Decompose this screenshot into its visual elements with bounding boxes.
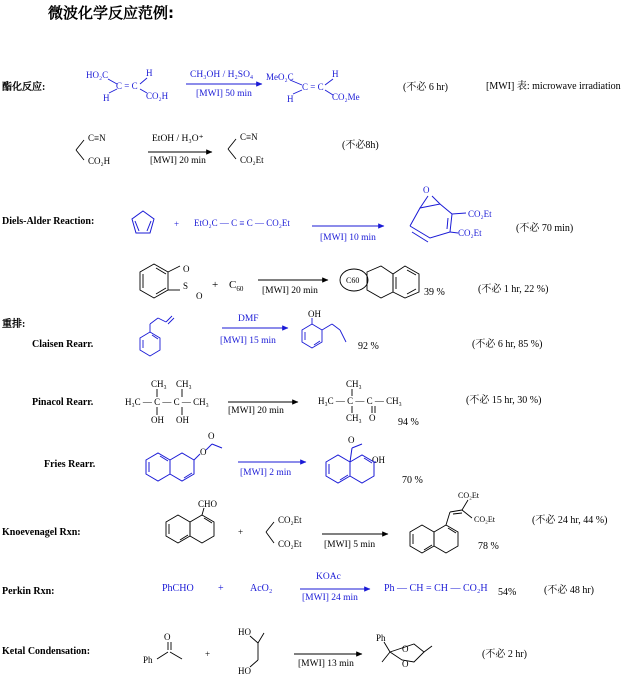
r5-sm-db <box>152 335 158 339</box>
r5-p-bond <box>340 330 346 342</box>
r6-p-ch3-top: CH₃ <box>346 379 362 389</box>
r1-bond <box>140 78 147 84</box>
r7-sm-ring1 <box>146 453 170 481</box>
r7-p-ring1 <box>326 455 350 483</box>
section-fries: Fries Rearr. <box>44 459 96 470</box>
r2-bond <box>76 140 84 150</box>
r3-p-bridge-o: O <box>423 185 430 195</box>
r6-sm-oh2: OH <box>176 415 189 425</box>
r1-p-top-right: H <box>332 69 339 79</box>
r2-note: (不必8h) <box>342 140 379 151</box>
r8-sm-ester2: CO₂Et <box>278 539 302 549</box>
r1-p-bot-left: H <box>287 94 294 104</box>
r10-p-ph: Ph <box>376 633 386 643</box>
r7-cond-bot: [MWI] 2 min <box>240 468 292 478</box>
r3-product-bridge <box>432 196 440 204</box>
r1-cond-top: CH₃OH / H₂SO₄ <box>190 70 254 80</box>
r8-sm-bond <box>266 532 274 543</box>
r1-bond <box>325 79 333 85</box>
r10-p-bond <box>384 642 390 652</box>
r3-plus: + <box>174 219 180 229</box>
r10-note: (不必 2 hr) <box>482 649 527 660</box>
r6-note: (不必 15 hr, 30 %) <box>466 395 542 406</box>
r6-p-o: O <box>369 413 376 423</box>
r8-sm-ester1: CO₂Et <box>278 515 302 525</box>
mwi-legend: [MWI] 表: microwave irradiation <box>486 81 621 92</box>
r8-p-bond <box>450 510 462 512</box>
r7-sm-ring2 <box>170 453 194 481</box>
r6-sm-ch3-top2: CH₃ <box>176 379 192 389</box>
r8-sm-bond <box>266 522 274 532</box>
r6-p-ch3-bot: CH₃ <box>346 413 362 423</box>
section-esterification: 酯化反应: <box>2 82 46 93</box>
r5-sm-bond <box>150 318 158 324</box>
r2-p-ester: CO₂Et <box>240 155 264 165</box>
r3-product-db <box>447 218 448 229</box>
r7-p-bond <box>352 444 362 448</box>
r9-yield: 54% <box>498 587 517 598</box>
r8-p-ester2: CO₂Et <box>474 515 496 524</box>
r10-p-ring <box>390 644 424 662</box>
r2-sm-acid: CO₂H <box>88 156 111 166</box>
r2-bond <box>228 139 236 149</box>
r8-sm-ring2 <box>190 515 214 543</box>
r8-sm-cho: CHO <box>198 499 218 509</box>
r6-sm-ch3-top1: CH₃ <box>151 379 167 389</box>
section-ketal: Ketal Condensation: <box>2 646 91 657</box>
r9-sm1: PhCHO <box>162 583 194 594</box>
r3-alkyne: EtO₂C — C ≡ C — CO₂Et <box>194 218 290 228</box>
r10-sm-bond <box>170 652 182 659</box>
r3-cond-bot: [MWI] 10 min <box>320 233 376 243</box>
r3-product-ring <box>410 204 452 238</box>
r2-p-nitrile: C≡N <box>240 132 258 142</box>
r4-p-db <box>407 270 416 275</box>
r8-plus: + <box>238 527 244 537</box>
r4-plus: + <box>212 279 219 291</box>
r8-sm-ring1 <box>166 515 190 543</box>
r3-p-ester1: CO₂Et <box>468 209 492 219</box>
r6-cond-bot: [MWI] 20 min <box>228 406 284 416</box>
r1-bond <box>109 89 117 93</box>
r2-cond-top: EtOH / H₃O⁺ <box>152 134 204 144</box>
r4-p-c60: C60 <box>346 276 360 285</box>
r5-p-oh: OH <box>308 309 321 319</box>
r8-sm-bond <box>202 508 204 515</box>
r10-plus: + <box>205 649 211 659</box>
page-title: 微波化学反应范例: <box>48 4 174 22</box>
r2-bond <box>76 150 84 160</box>
r4-p-ring1 <box>367 266 393 298</box>
r5-p-bond <box>322 324 332 330</box>
r2-cond-bot: [MWI] 20 min <box>150 156 206 166</box>
section-claisen: Claisen Rearr. <box>32 339 94 350</box>
r10-p-bond <box>424 646 432 652</box>
r1-bond <box>290 80 302 85</box>
r1-bond <box>325 90 333 95</box>
r8-cond-bot: [MWI] 5 min <box>324 540 376 550</box>
r4-p-db <box>407 289 416 294</box>
r1-p-bot-right: CO₂Me <box>332 92 360 102</box>
section-knoevenagel: Knoevenagel Rxn: <box>2 527 81 538</box>
r2-bond <box>228 149 236 159</box>
r3-product-bond <box>450 232 458 233</box>
r10-p-bond <box>382 652 390 662</box>
r4-p-ring2 <box>393 266 419 298</box>
r4-c60: $C_{60}$ <box>229 279 244 294</box>
r9-cond-top: KOAc <box>316 572 341 582</box>
r1-p-top-left: MeO₂C <box>266 72 294 82</box>
r8-note: (不必 24 hr, 44 %) <box>532 515 608 526</box>
r1-sm-bot-right: CO₂H <box>146 91 169 101</box>
r7-sm-bond <box>194 454 200 460</box>
r7-sm-o: O <box>200 447 207 457</box>
r10-sm-bond <box>258 633 264 643</box>
r5-p-bond <box>332 324 340 330</box>
r3-furan-db <box>135 221 139 231</box>
r9-plus: + <box>218 583 224 594</box>
r10-sm-ho1: HO <box>238 627 251 637</box>
r7-p-ring2 <box>350 455 374 483</box>
r5-sm-bond <box>158 318 166 322</box>
r1-bond <box>293 90 302 94</box>
r1-bond <box>108 79 117 84</box>
r7-p-bond <box>350 448 352 462</box>
r3-p-ester2: CO₂Et <box>458 228 482 238</box>
r3-note: (不必 70 min) <box>516 223 574 234</box>
r4-sm-o2: O <box>196 291 203 301</box>
r1-bond <box>140 89 147 93</box>
r8-p-bond <box>446 512 450 525</box>
r4-benzene <box>140 264 168 298</box>
r4-sm-s: S <box>183 281 189 291</box>
section-diels-alder: Diels-Alder Reaction: <box>2 216 95 227</box>
r8-p-ring1 <box>410 525 434 553</box>
r7-yield: 70 % <box>402 475 423 486</box>
r10-p-o2: O <box>402 659 409 669</box>
r5-cond-bot: [MWI] 15 min <box>220 336 276 346</box>
r6-sm-oh1: OH <box>151 415 164 425</box>
r8-p-ester1: CO₂Et <box>458 491 480 500</box>
r6-p-line: H₃C — C — C — CH₃ <box>318 396 402 406</box>
r7-p-oh: OH <box>372 455 385 465</box>
r9-note: (不必 48 hr) <box>544 585 594 596</box>
r5-yield: 92 % <box>358 341 379 352</box>
r10-sm-bond <box>250 660 258 667</box>
r5-cond-top: DMF <box>238 314 259 324</box>
section-rearrangement: 重排: <box>2 319 26 330</box>
r8-p-bond <box>462 510 472 518</box>
r8-p-bond <box>462 500 468 510</box>
r9-cond-bot: [MWI] 24 min <box>302 593 358 603</box>
section-pinacol: Pinacol Rearr. <box>32 397 94 408</box>
r6-yield: 94 % <box>398 417 419 428</box>
r10-sm-bond <box>157 652 168 659</box>
r4-c60-sphere <box>340 269 368 291</box>
r10-cond-bot: [MWI] 13 min <box>298 659 354 669</box>
r4-sm-o: O <box>183 264 190 274</box>
r10-sm-ph: Ph <box>143 655 153 665</box>
r7-sm-bond <box>206 444 212 450</box>
r4-bond <box>168 266 180 272</box>
r4-benzene-db <box>156 268 166 274</box>
r3-furan-db <box>147 221 151 231</box>
r4-benzene-db <box>156 288 166 294</box>
r2-sm-nitrile: C≡N <box>88 133 106 143</box>
r10-sm-ho2: HO <box>238 666 251 676</box>
r1-sm-bot-left: H <box>103 93 110 103</box>
r9-sm2: AcO₂ <box>250 583 273 594</box>
r1-sm-top-right: H <box>146 68 153 78</box>
r7-p-o: O <box>348 435 355 445</box>
r7-sm-bond <box>212 444 222 448</box>
r5-note: (不必 6 hr, 85 %) <box>472 339 543 350</box>
r6-sm-line: H₃C — C — C — CH₃ <box>125 397 209 407</box>
r8-p-db <box>453 513 462 514</box>
r3-product-bond <box>452 213 466 214</box>
r8-yield: 78 % <box>478 541 499 552</box>
r1-sm-mid: C = C <box>116 81 138 91</box>
r1-cond-bot: [MWI] 50 min <box>196 89 252 99</box>
r8-p-ring2 <box>434 525 458 553</box>
r9-product: Ph — CH = CH — CO₂H <box>384 583 488 594</box>
r1-note: (不必 6 hr) <box>403 82 448 93</box>
r7-sm-o2: O <box>208 431 215 441</box>
section-perkin: Perkin Rxn: <box>2 586 55 597</box>
r1-sm-top-left: HO₂C <box>86 70 109 80</box>
r3-product-db <box>412 232 428 242</box>
r10-sm-o: O <box>164 632 171 642</box>
r10-p-o1: O <box>402 644 409 654</box>
r5-p-db <box>314 341 320 345</box>
r4-yield: 39 % <box>424 287 445 298</box>
r1-p-mid: C = C <box>302 82 324 92</box>
r10-sm-bond <box>250 636 258 643</box>
r4-cond-bot: [MWI] 20 min <box>262 286 318 296</box>
r4-note: (不必 1 hr, 22 %) <box>478 284 549 295</box>
